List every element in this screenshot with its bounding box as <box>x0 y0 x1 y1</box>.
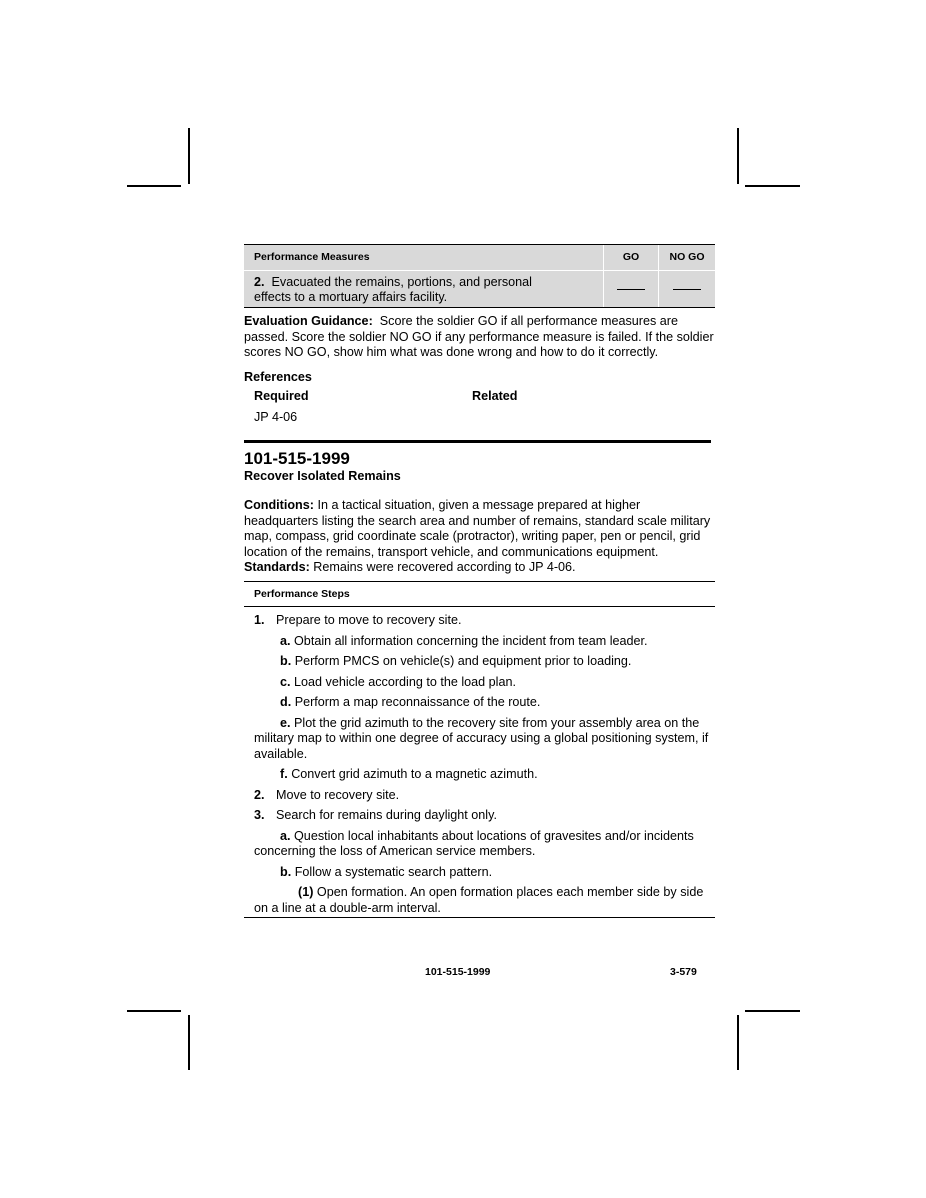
step-1c: c. Load vehicle according to the load plan. <box>280 674 516 689</box>
step-1: 1. Prepare to move to recovery site. <box>254 613 462 627</box>
go-header: GO <box>604 245 659 271</box>
standards <box>244 560 715 576</box>
crop-mark <box>737 1015 739 1070</box>
crop-mark <box>745 185 800 187</box>
step-1a: a. Obtain all information concerning the incident from team leader. <box>280 633 648 648</box>
footer-page-number: 3-579 <box>670 966 697 978</box>
measures-header: Performance Measures <box>244 245 604 271</box>
steps-bottom-rule <box>244 917 715 918</box>
step-1e: e. Plot the grid azimuth to the recovery site from your assembly area on the military map to within one degree of accuracy using a global positioning system, if available. <box>254 715 709 761</box>
crop-mark <box>127 1010 181 1012</box>
step-2: 2. Move to recovery site. <box>254 787 400 802</box>
evaluation-guidance <box>244 314 715 361</box>
go-blank <box>604 271 659 308</box>
references-columns <box>244 389 715 409</box>
step-3a: a. Question local inhabitants about locations of gravesites and/or incidents concerning the loss of American service members. <box>254 828 694 858</box>
nogo-header: NO GO <box>659 245 716 271</box>
measure-number: 2. <box>254 275 265 289</box>
step-1f: f. Convert grid azimuth to a magnetic azimuth. <box>280 767 538 781</box>
performance-steps-header: Performance Steps <box>244 581 715 608</box>
measure-row <box>244 271 604 308</box>
page-content <box>244 244 715 918</box>
step-3b1: (1) Open formation. An open formation places each member side by side on a line at a double-arm interval. <box>254 885 704 915</box>
nogo-blank <box>659 271 716 308</box>
crop-mark <box>737 128 739 184</box>
guidance-label: Evaluation Guidance: <box>244 314 373 328</box>
crop-mark <box>745 1010 800 1012</box>
references-title: References <box>244 369 312 384</box>
task-number: 101-515-1999 <box>244 448 350 468</box>
step-3: 3. Search for remains during daylight only. <box>254 808 497 822</box>
related-label: Related <box>472 389 518 403</box>
conditions <box>244 498 715 560</box>
required-label: Required <box>254 389 309 403</box>
task-title: Recover Isolated Remains <box>244 468 401 483</box>
standards-text: Remains were recovered according to JP 4-06. <box>313 560 576 574</box>
measure-text: Evacuated the remains, portions, and personal effects to a mortuary affairs facility. <box>254 275 532 304</box>
required-reference: JP 4-06 <box>254 410 298 424</box>
standards-label: Standards: <box>244 560 310 574</box>
step-1b: b. Perform PMCS on vehicle(s) and equipment prior to loading. <box>280 654 632 668</box>
crop-mark <box>188 1015 190 1070</box>
footer-task-number: 101-515-1999 <box>425 966 491 978</box>
performance-measures-table <box>244 244 715 308</box>
crop-mark <box>127 185 181 187</box>
step-3b: b. Follow a systematic search pattern. <box>280 864 493 879</box>
step-1d: d. Perform a map reconnaissance of the route. <box>280 695 541 709</box>
section-divider <box>244 440 711 443</box>
guidance-text: Score the soldier GO if all performance measures are passed. Score the soldier NO GO if any performance measure is failed. If the soldier scores NO GO, show him what was done wrong and how to do it correctly. <box>244 314 714 359</box>
conditions-label: Conditions: <box>244 498 314 512</box>
crop-mark <box>188 128 190 184</box>
conditions-text: In a tactical situation, given a message prepared at higher headquarters listing the search area and number of remains, standard scale military map, compass, grid coordinate scale (protractor), writing paper, pen or pencil, grid location of the remains, transport vehicle, and communications equipment. <box>244 498 711 559</box>
